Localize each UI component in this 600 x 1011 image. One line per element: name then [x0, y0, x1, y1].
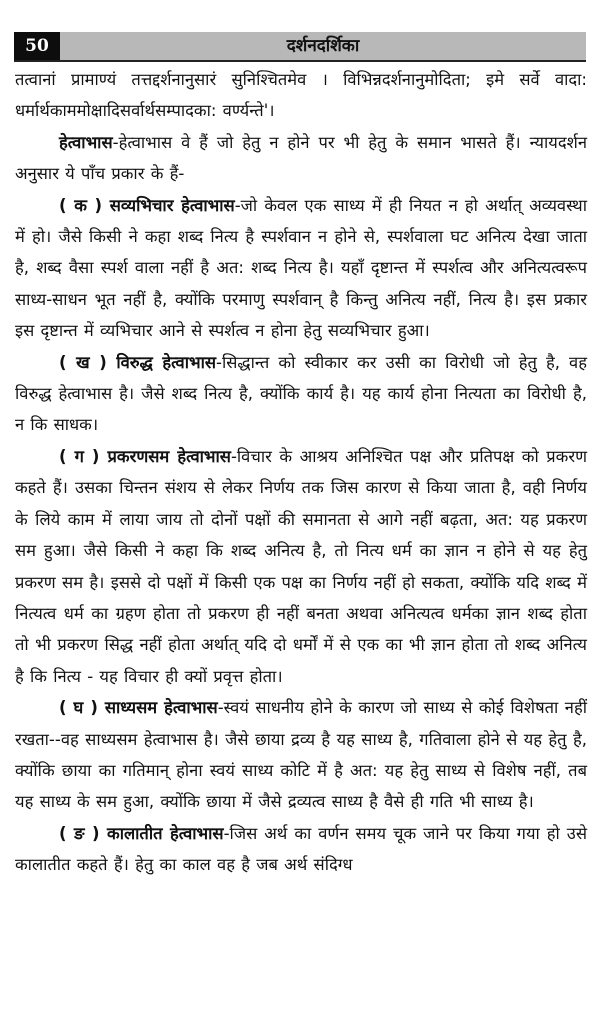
- paragraph-savyabhichara: [15, 190, 587, 347]
- paragraph-text: तत्वानां प्रामाण्यं तत्तद्दर्शनानुसारं सुनिश्चितमेव । विभिन्नदर्शनानुमोदिता; इमे सर्वे वादा: धर्मार्थकाममोक्षादिसर्वार्थसम्पादका: वर्ण्यन्ते'।: [15, 70, 587, 121]
- paragraph-text: -जो केवल एक साध्य में ही नियत न हो अर्थात् अव्यवस्था में हो। जैसे किसी ने कहा शब्द नित्य है स्पर्शवान न होने से, स्पर्शवाला घट अनित्य देखा जाता है, शब्द वैसा स्पर्श वाला नहीं है अत: शब्द नित्य है। यहाँ दृष्टान्त में स्पर्शत्व और अनित्यत्वरूप साध्य-साधन भूत नहीं है, क्योंकि परमाणु स्पर्शवान् है किन्तु अनित्य नहीं, नित्य है। इस प्रकार इस दृष्टान्त में व्यभिचार आने से स्पर्शत्व न होना हेतु सव्यभिचार हुआ।: [15, 195, 587, 341]
- page-header: [14, 32, 586, 62]
- paragraph-hetvabhasa: [15, 127, 587, 190]
- running-title: दर्शनदर्शिका: [286, 36, 360, 56]
- paragraph-heading: हेत्वाभास: [59, 132, 113, 152]
- page-body: [15, 64, 587, 881]
- paragraph-text: -स्वयं साधनीय होने के कारण जो साध्य से कोई विशेषता नहीं रखता--वह साध्यसम हेत्वाभास है। जैसे छाया द्रव्य है यह साध्य है, गतिवाला होने से यह हेतु है, क्योंकि छाया का गतिमान् होना स्वयं साध्य कोटि में है अत: यह हेतु साध्य से विशेष नहीं, तब यह साध्य के सम हुआ, क्योंकि छाया में जैसे द्रव्यत्व साध्य है वैसे ही गति भी साध्य है।: [15, 698, 587, 812]
- paragraph-viruddha: [15, 347, 587, 441]
- paragraph-kalatita: [15, 818, 587, 881]
- paragraph-heading: ( ग ) प्रकरणसम हेत्वाभास: [59, 446, 231, 466]
- paragraph-heading: ( ङ ) कालातीत हेत्वाभास: [59, 823, 224, 843]
- paragraph-text: -विचार के आश्रय अनिश्चित पक्ष और प्रतिपक्ष को प्रकरण कहते हैं। उसका चिन्तन संशय से लेकर निर्णय तक जिस कारण से किया जाता है, वही निर्णय के लिये काम में लाया जाय तो दोनों पक्षों की समानता से आगे नहीं बढ़ता, अत: यह प्रकरण सम हुआ। जैसे किसी ने कहा कि शब्द अनित्य है, तो नित्य धर्म का ज्ञान न होने से यह हेतु प्रकरण सम है। इससे दो पक्षों में किसी एक पक्ष का निर्णय नहीं हो सकता, क्योंकि यदि शब्द में नित्यत्व धर्म का ग्रहण होता तो प्रकरण ही नहीं बनता अथवा अनित्यत्व धर्मका ज्ञान शब्द होता तो भी प्रकरण सिद्ध नहीं होता अर्थात् यदि दो धर्मों में से एक का भी ज्ञान होता तो शब्द अनित्य है कि नित्य - यह विचार ही क्यों प्रवृत्त होता।: [15, 446, 588, 686]
- paragraph-heading: ( क ) सव्यभिचार हेत्वाभास: [59, 195, 235, 215]
- paragraph-heading: ( घ ) साध्यसम हेत्वाभास: [59, 698, 218, 718]
- paragraph-intro: [15, 64, 587, 127]
- paragraph-text: -सिद्धान्त को स्वीकार कर उसी का विरोधी जो हेतु है, वह विरुद्ध हेत्वाभास है। जैसे शब्द नित्य है, क्योंकि कार्य है। यह कार्य होना नित्यता का विरोधी है, न कि साधक।: [15, 352, 587, 435]
- paragraph-sadhyasama: [15, 692, 587, 818]
- paragraph-prakaranasama: [15, 441, 587, 692]
- paragraph-text: -जिस अर्थ का वर्णन समय चूक जाने पर किया गया हो उसे कालातीत कहते हैं। हेतु का काल वह है जब अर्थ संदिग्ध: [15, 823, 587, 875]
- page-number: 50: [14, 32, 60, 60]
- paragraph-text: -हेत्वाभास वे हैं जो हेतु न होने पर भी हेतु के समान भासते हैं। न्यायदर्शन अनुसार ये पाँच प्रकार के हैं-: [15, 132, 587, 184]
- paragraph-heading: ( ख ) विरुद्ध हेत्वाभास: [59, 352, 217, 372]
